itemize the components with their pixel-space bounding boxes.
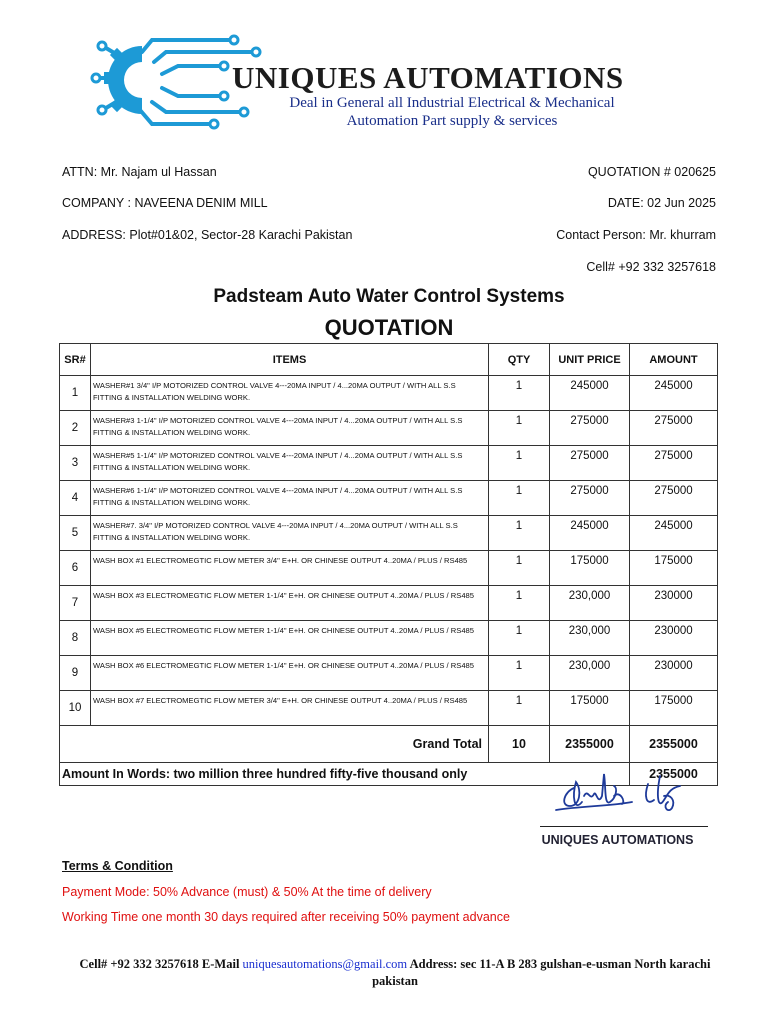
table-header-row [60, 344, 718, 376]
row-amount: 230000 [630, 656, 718, 691]
row-amount: 275000 [630, 446, 718, 481]
table-row [60, 691, 718, 726]
company-line: COMPANY : NAVEENA DENIM MILL [62, 196, 268, 210]
row-sr: 1 [60, 376, 91, 411]
table-row [60, 516, 718, 551]
document-title: Padsteam Auto Water Control Systems [213, 286, 565, 307]
row-amount: 230000 [630, 586, 718, 621]
contact-person: Contact Person: Mr. khurram [556, 228, 716, 242]
row-qty: 1 [489, 516, 550, 551]
company-name: UNIQUES AUTOMATIONS [232, 60, 624, 95]
row-item: WASHER#3 1-1/4" I/P MOTORIZED CONTROL VALVE 4---20MA INPUT / 4...20MA OUTPUT / WITH ALL S.S FITTING & INSTALLATION WELDING WORK. [91, 411, 489, 446]
amount-in-words: Amount In Words: two million three hundred fifty-five thousand only [60, 763, 630, 786]
signature-line [540, 826, 708, 827]
row-unit-price: 175000 [550, 551, 630, 586]
row-amount: 275000 [630, 481, 718, 516]
signature-image [552, 766, 702, 826]
footer-email-link[interactable]: uniquesautomations@gmail.com [242, 957, 408, 971]
row-qty: 1 [489, 656, 550, 691]
row-unit-price: 230,000 [550, 656, 630, 691]
table-row [60, 621, 718, 656]
row-item: WASH BOX #6 ELECTROMEGTIC FLOW METER 1-1/4" E+H. OR CHINESE OUTPUT 4..20MA / PLUS / RS485 [91, 656, 489, 691]
row-qty: 1 [489, 621, 550, 656]
row-item: WASHER#7. 3/4" I/P MOTORIZED CONTROL VALVE 4---20MA INPUT / 4...20MA OUTPUT / WITH ALL S.S FITTING & INSTALLATION WELDING WORK. [91, 516, 489, 551]
row-sr: 9 [60, 656, 91, 691]
footer-cell: Cell# +92 332 3257618 E-Mail [79, 957, 243, 971]
row-unit-price: 245000 [550, 376, 630, 411]
row-sr: 8 [60, 621, 91, 656]
row-sr: 5 [60, 516, 91, 551]
terms-working-time: Working Time one month 30 days required after receiving 50% payment advance [62, 910, 510, 924]
row-unit-price: 275000 [550, 446, 630, 481]
row-sr: 7 [60, 586, 91, 621]
row-qty: 1 [489, 446, 550, 481]
footer-address: Address: sec 11-A B 283 gulshan-e-usman North karachi pakistan [372, 957, 711, 988]
quotation-number: QUOTATION # 020625 [587, 165, 716, 179]
row-item: WASH BOX #3 ELECTROMEGTIC FLOW METER 1-1/4" E+H. OR CHINESE OUTPUT 4..20MA / PLUS / RS485 [91, 586, 489, 621]
row-qty: 1 [489, 481, 550, 516]
row-amount: 245000 [630, 516, 718, 551]
row-unit-price: 245000 [550, 516, 630, 551]
row-unit-price: 175000 [550, 691, 630, 726]
quotation-table [59, 343, 718, 786]
row-sr: 4 [60, 481, 91, 516]
table-row [60, 551, 718, 586]
row-item: WASH BOX #5 ELECTROMEGTIC FLOW METER 1-1/4" E+H. OR CHINESE OUTPUT 4..20MA / PLUS / RS485 [91, 621, 489, 656]
row-qty: 1 [489, 411, 550, 446]
row-sr: 2 [60, 411, 91, 446]
row-qty: 1 [489, 376, 550, 411]
amount-in-words-total: 2355000 [630, 763, 718, 786]
row-item: WASH BOX #1 ELECTROMEGTIC FLOW METER 3/4" E+H. OR CHINESE OUTPUT 4..20MA / PLUS / RS485 [91, 551, 489, 586]
row-qty: 1 [489, 586, 550, 621]
table-row [60, 481, 718, 516]
row-qty: 1 [489, 551, 550, 586]
row-unit-price: 275000 [550, 411, 630, 446]
row-item: WASH BOX #7 ELECTROMEGTIC FLOW METER 3/4" E+H. OR CHINESE OUTPUT 4..20MA / PLUS / RS485 [91, 691, 489, 726]
grand-total-unit: 2355000 [550, 726, 630, 763]
header-unit-price: UNIT PRICE [550, 344, 630, 376]
row-amount: 175000 [630, 691, 718, 726]
grand-total-qty: 10 [489, 726, 550, 763]
table-row [60, 446, 718, 481]
row-unit-price: 275000 [550, 481, 630, 516]
attn-line: ATTN: Mr. Najam ul Hassan [62, 165, 217, 179]
row-sr: 3 [60, 446, 91, 481]
row-amount: 275000 [630, 411, 718, 446]
row-item: WASHER#1 3/4" I/P MOTORIZED CONTROL VALVE 4---20MA INPUT / 4...20MA OUTPUT / WITH ALL S.S FITTING & INSTALLATION WELDING WORK. [91, 376, 489, 411]
table-row [60, 586, 718, 621]
row-unit-price: 230,000 [550, 621, 630, 656]
row-unit-price: 230,000 [550, 586, 630, 621]
contact-cell: Cell# +92 332 3257618 [586, 260, 716, 274]
document-subtitle: QUOTATION [324, 315, 454, 340]
terms-payment-mode: Payment Mode: 50% Advance (must) & 50% At the time of delivery [62, 885, 432, 899]
table-row [60, 411, 718, 446]
row-item: WASHER#5 1-1/4" I/P MOTORIZED CONTROL VALVE 4---20MA INPUT / 4...20MA OUTPUT / WITH ALL S.S FITTING & INSTALLATION WELDING WORK. [91, 446, 489, 481]
header-qty: QTY [489, 344, 550, 376]
row-sr: 6 [60, 551, 91, 586]
grand-total-amount: 2355000 [630, 726, 718, 763]
row-item: WASHER#6 1-1/4" I/P MOTORIZED CONTROL VALVE 4---20MA INPUT / 4...20MA OUTPUT / WITH ALL S.S FITTING & INSTALLATION WELDING WORK. [91, 481, 489, 516]
address-line: ADDRESS: Plot#01&02, Sector-28 Karachi Pakistan [62, 228, 353, 242]
row-sr: 10 [60, 691, 91, 726]
table-row [60, 376, 718, 411]
header-items: ITEMS [91, 344, 489, 376]
quotation-date: DATE: 02 Jun 2025 [607, 196, 716, 210]
company-tagline-1: Deal in General all Industrial Electrical & Mechanical [289, 95, 615, 111]
row-amount: 175000 [630, 551, 718, 586]
table-row [60, 656, 718, 691]
terms-heading: Terms & Condition [62, 859, 173, 873]
company-tagline-2: Automation Part supply & services [346, 113, 558, 129]
row-amount: 230000 [630, 621, 718, 656]
header-sr: SR# [60, 344, 91, 376]
row-amount: 245000 [630, 376, 718, 411]
signature-company: UNIQUES AUTOMATIONS [541, 833, 694, 847]
header-amount: AMOUNT [630, 344, 718, 376]
grand-total-label: Grand Total [60, 726, 489, 763]
row-qty: 1 [489, 691, 550, 726]
footer-contact [60, 956, 730, 990]
grand-total-row [60, 726, 718, 763]
